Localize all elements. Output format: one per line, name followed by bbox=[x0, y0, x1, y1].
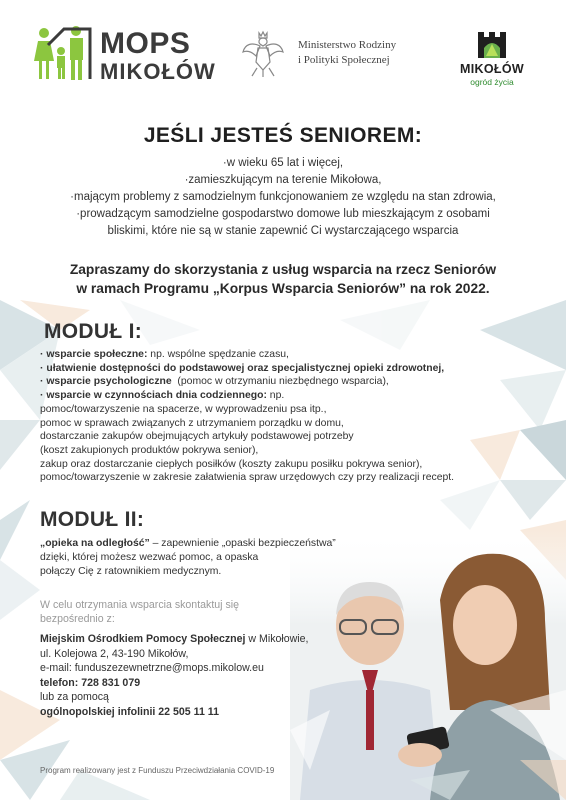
contact-phone[interactable]: telefon: 728 831 079 bbox=[40, 676, 141, 689]
module1-item bbox=[40, 362, 540, 376]
module1-detail: pomoc/towarzyszenie na spacerze, w wyprowadzeniu psa itp., bbox=[40, 403, 327, 415]
mikolow-logo bbox=[447, 28, 537, 88]
module1-item-bold: · ułatwienie dostępności do podstawowej oraz specjalistycznej opieki zdrowotnej, bbox=[40, 362, 445, 374]
module1-item-bold: · wsparcie społeczne: bbox=[40, 349, 148, 360]
mops-logo bbox=[34, 25, 216, 85]
module1-item-text: np. wspólne spędzanie czasu, bbox=[147, 349, 289, 360]
mops-logo-line2: MIKOŁÓW bbox=[100, 59, 216, 84]
castle-tower-icon bbox=[474, 28, 510, 62]
contact-org-city: w Mikołowie, bbox=[245, 633, 309, 645]
mikolow-logo-name: MIKOŁÓW bbox=[460, 62, 524, 76]
module1-item bbox=[40, 375, 540, 389]
module2-line: połączy Cię z ratownikiem medycznym. bbox=[40, 566, 222, 577]
contact-lead-line: W celu otrzymania wsparcia skontaktuj się bbox=[40, 599, 240, 611]
module1-detail: pomoc/towarzyszenie w zakresie załatwienia spraw urzędowych czy przy realizacji recept. bbox=[40, 472, 455, 484]
ministry-logo bbox=[240, 30, 420, 80]
contact-or: lub za pomocą bbox=[40, 691, 109, 704]
module1-item-text: np. bbox=[266, 390, 285, 402]
mikolow-logo-tagline: ogród życia bbox=[470, 77, 514, 87]
module2-heading: MODUŁ II: bbox=[40, 508, 145, 531]
contact-org-name: Miejskim Ośrodkiem Pomocy Społecznej bbox=[40, 633, 246, 645]
module1-detail: dostarczanie zakupów obejmujących artykuły podstawowej potrzeby bbox=[40, 431, 354, 443]
intro-line: ·zamieszkującym na terenie Mikołowa, bbox=[184, 174, 382, 186]
intro-list bbox=[30, 155, 536, 240]
contact-hotline[interactable]: ogólnopolskiej infolinii 22 505 11 11 bbox=[40, 705, 219, 718]
invitation-line1: Zapraszamy do skorzystania z usług wsparcia na rzecz Seniorów bbox=[69, 262, 497, 277]
footer-note: Program realizowany jest z Funduszu Przeciwdziałania COVID-19 bbox=[40, 766, 275, 775]
intro-line: ·mającym problemy z samodzielnym funkcjonowaniem ze względu na stan zdrowia, bbox=[70, 191, 496, 203]
contact-info bbox=[40, 632, 370, 720]
module1-detail: pomoc w sprawach związanych z utrzymaniem porządku w domu, bbox=[40, 417, 344, 429]
ministry-line2: i Polityki Społecznej bbox=[298, 54, 390, 66]
module2-line bbox=[40, 537, 420, 551]
contact-address: ul. Kolejowa 2, 43-190 Mikołów, bbox=[40, 647, 189, 660]
module1-item bbox=[40, 389, 540, 403]
page-title: JEŚLI JESTEŚ SENIOREM: bbox=[143, 124, 423, 147]
contact-organization bbox=[40, 632, 370, 647]
module1-item-bold: · wsparcie psychologiczne bbox=[40, 376, 172, 388]
intro-line: bliskimi, które nie są w stanie zapewnić Ci wystarczającego wsparcia bbox=[107, 225, 459, 237]
ministry-line1: Ministerstwo Rodziny bbox=[298, 39, 397, 51]
mops-logo-line1: MOPS bbox=[100, 27, 191, 60]
module2-line1-rest: – zapewnienie „opaski bezpieczeństwa” bbox=[149, 538, 336, 549]
module2-line: dzięki, której możesz wezwać pomoc, a opaska bbox=[40, 552, 259, 563]
family-icon bbox=[34, 25, 96, 83]
module1-item-bold: · wsparcie w czynnościach dnia codziennego: bbox=[40, 390, 267, 402]
header bbox=[0, 0, 566, 100]
contact-lead-line: bezpośrednio z: bbox=[40, 613, 115, 625]
invitation-line2: w ramach Programu „Korpus Wsparcia Seniorów” na rok 2022. bbox=[76, 281, 490, 296]
module1-heading: MODUŁ I: bbox=[44, 320, 143, 343]
module2-content bbox=[40, 537, 420, 579]
contact-email[interactable]: e-mail: funduszezewnetrzne@mops.mikolow.eu bbox=[40, 662, 264, 675]
intro-line: ·prowadzącym samodzielne gospodarstwo domowe lub mieszkającym z osobami bbox=[76, 208, 490, 220]
eagle-emblem-icon bbox=[240, 30, 286, 78]
module1-item-text: (pomoc w otrzymaniu niezbędnego wsparcia), bbox=[171, 376, 389, 388]
module1-content bbox=[40, 348, 540, 485]
intro-line: ·w wieku 65 lat i więcej, bbox=[222, 157, 344, 169]
module1-item bbox=[40, 348, 540, 362]
module1-detail: (koszt zakupionych produktów pokrywa senior), bbox=[40, 444, 259, 456]
module2-bold: „opieka na odległość” bbox=[40, 538, 150, 549]
contact-lead bbox=[40, 598, 340, 626]
invitation bbox=[20, 260, 546, 298]
module1-detail: zakup oraz dostarczanie ciepłych posiłków (koszty zakupu posiłku pokrywa senior), bbox=[40, 458, 423, 470]
